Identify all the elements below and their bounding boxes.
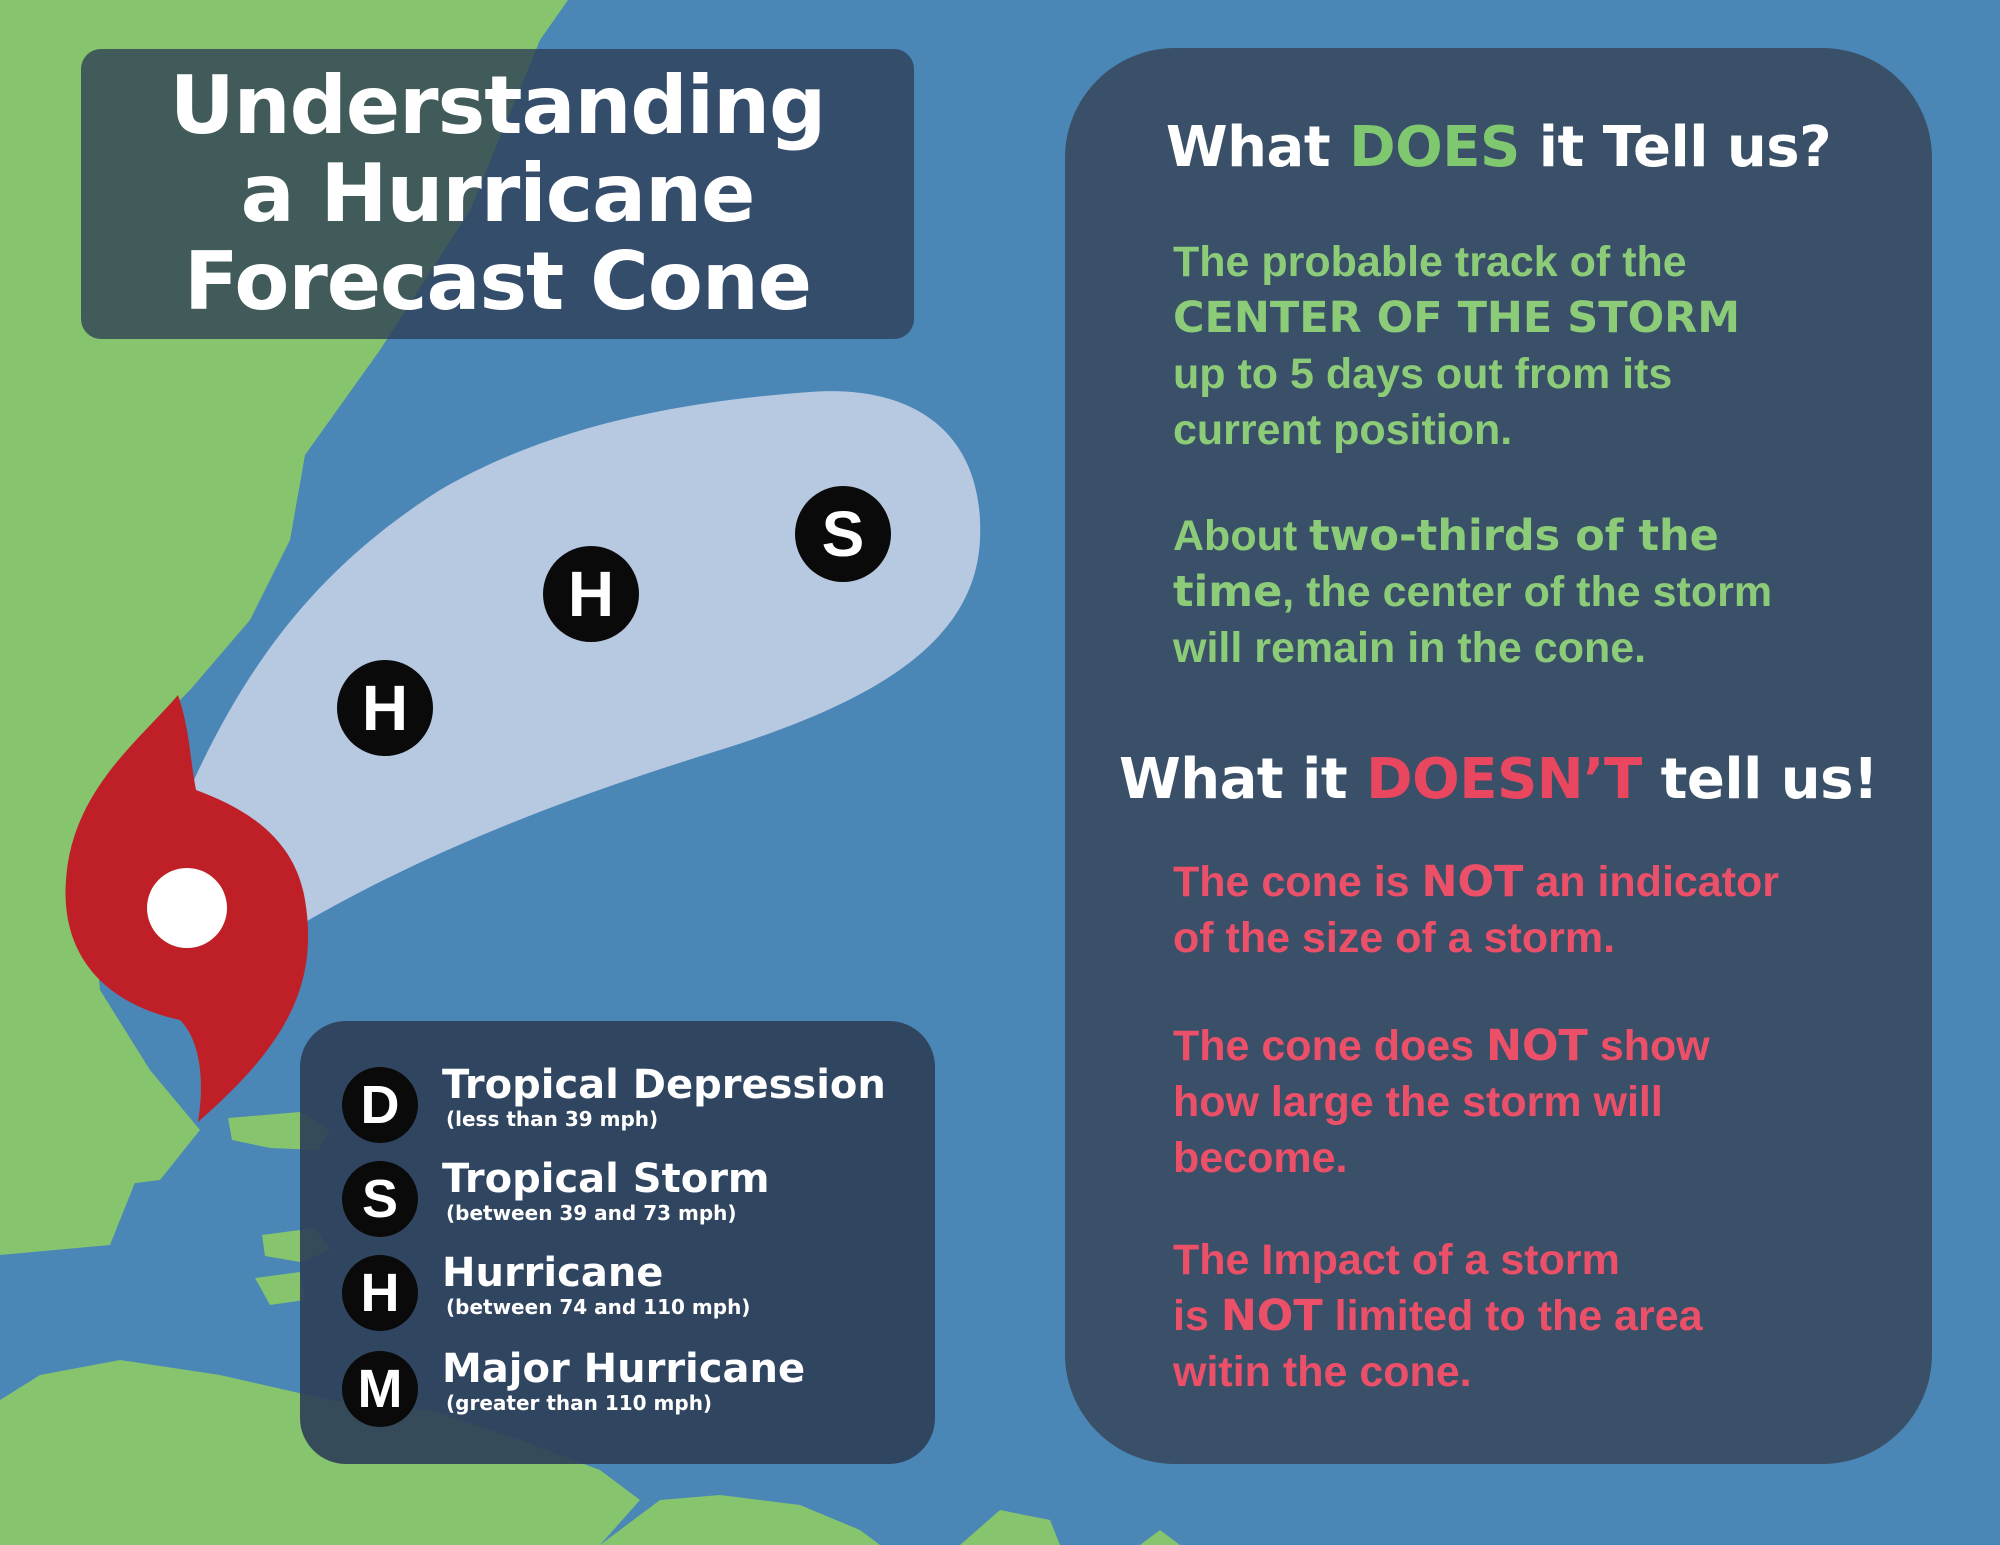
text-line: The Impact of a storm	[1173, 1236, 1620, 1284]
text-run-bold: NOT	[1421, 857, 1524, 907]
legend-badge: M	[342, 1351, 418, 1427]
text-run: limited to the area	[1322, 1292, 1703, 1340]
legend-name: Tropical Depression	[442, 1062, 886, 1108]
does-heading-post: it Tell us?	[1519, 115, 1832, 180]
text-line	[1173, 508, 1903, 564]
doesnt-heading-highlight: DOESN’T	[1366, 747, 1642, 812]
text-run: The cone is	[1173, 858, 1422, 906]
text-line: how large the storm will	[1173, 1078, 1663, 1126]
legend-name: Tropical Storm	[442, 1156, 770, 1202]
doesnt-paragraph-2	[1173, 1018, 1903, 1186]
legend	[300, 1021, 935, 1464]
forecast-marker-hurricane-1: H	[337, 660, 433, 756]
legend-name: Hurricane	[442, 1250, 664, 1296]
doesnt-heading-post: tell us!	[1641, 747, 1879, 812]
doesnt-paragraph-1	[1173, 854, 1903, 966]
text-line	[1173, 1288, 1903, 1344]
text-run: , the center of the storm	[1282, 568, 1773, 616]
text-run: About	[1173, 512, 1310, 560]
text-run-bold: two-thirds of the	[1309, 511, 1719, 561]
does-heading-highlight: DOES	[1349, 115, 1520, 180]
text-line	[1173, 854, 1903, 910]
doesnt-heading-pre: What it	[1118, 747, 1367, 812]
text-line: up to 5 days out from its	[1173, 350, 1673, 398]
info-panel	[1065, 48, 1932, 1464]
legend-name: Major Hurricane	[442, 1346, 806, 1392]
storm-eye	[147, 868, 227, 948]
title-line-2: a Hurricane	[240, 147, 755, 240]
text-line: become.	[1173, 1134, 1348, 1182]
does-paragraph-1	[1173, 234, 1903, 458]
text-run: The cone does	[1173, 1022, 1487, 1070]
legend-note: (less than 39 mph)	[446, 1107, 659, 1131]
does-heading	[1065, 116, 1932, 180]
legend-badge: S	[342, 1161, 418, 1237]
text-run-bold: time	[1173, 567, 1283, 617]
text-run: is	[1173, 1292, 1221, 1340]
doesnt-heading	[1065, 748, 1932, 812]
legend-badge: H	[342, 1255, 418, 1331]
text-line: The probable track of the	[1173, 238, 1687, 286]
text-line-bold: CENTER OF THE STORM	[1173, 293, 1741, 343]
legend-note: (between 74 and 110 mph)	[446, 1295, 751, 1319]
does-paragraph-2	[1173, 508, 1903, 676]
title-line-3: Forecast Cone	[183, 235, 812, 328]
text-line: current position.	[1173, 406, 1513, 454]
text-line: of the size of a storm.	[1173, 914, 1616, 962]
text-run-bold: NOT	[1486, 1021, 1588, 1071]
title-box	[81, 49, 914, 339]
text-line	[1173, 1018, 1903, 1074]
text-run: an indicator	[1523, 858, 1780, 906]
legend-badge: D	[342, 1067, 418, 1143]
text-line: will remain in the cone.	[1173, 624, 1647, 672]
legend-note: (between 39 and 73 mph)	[446, 1201, 737, 1225]
doesnt-paragraph-3	[1173, 1232, 1903, 1400]
text-line	[1173, 564, 1903, 620]
does-heading-pre: What	[1165, 115, 1350, 180]
title-line-1: Understanding	[169, 59, 826, 152]
forecast-marker-hurricane-2: H	[543, 546, 639, 642]
forecast-marker-tropical-storm: S	[795, 486, 891, 582]
legend-note: (greater than 110 mph)	[446, 1391, 713, 1415]
text-line: witin the cone.	[1173, 1348, 1472, 1396]
text-run: show	[1587, 1022, 1710, 1070]
text-run-bold: NOT	[1220, 1291, 1323, 1341]
